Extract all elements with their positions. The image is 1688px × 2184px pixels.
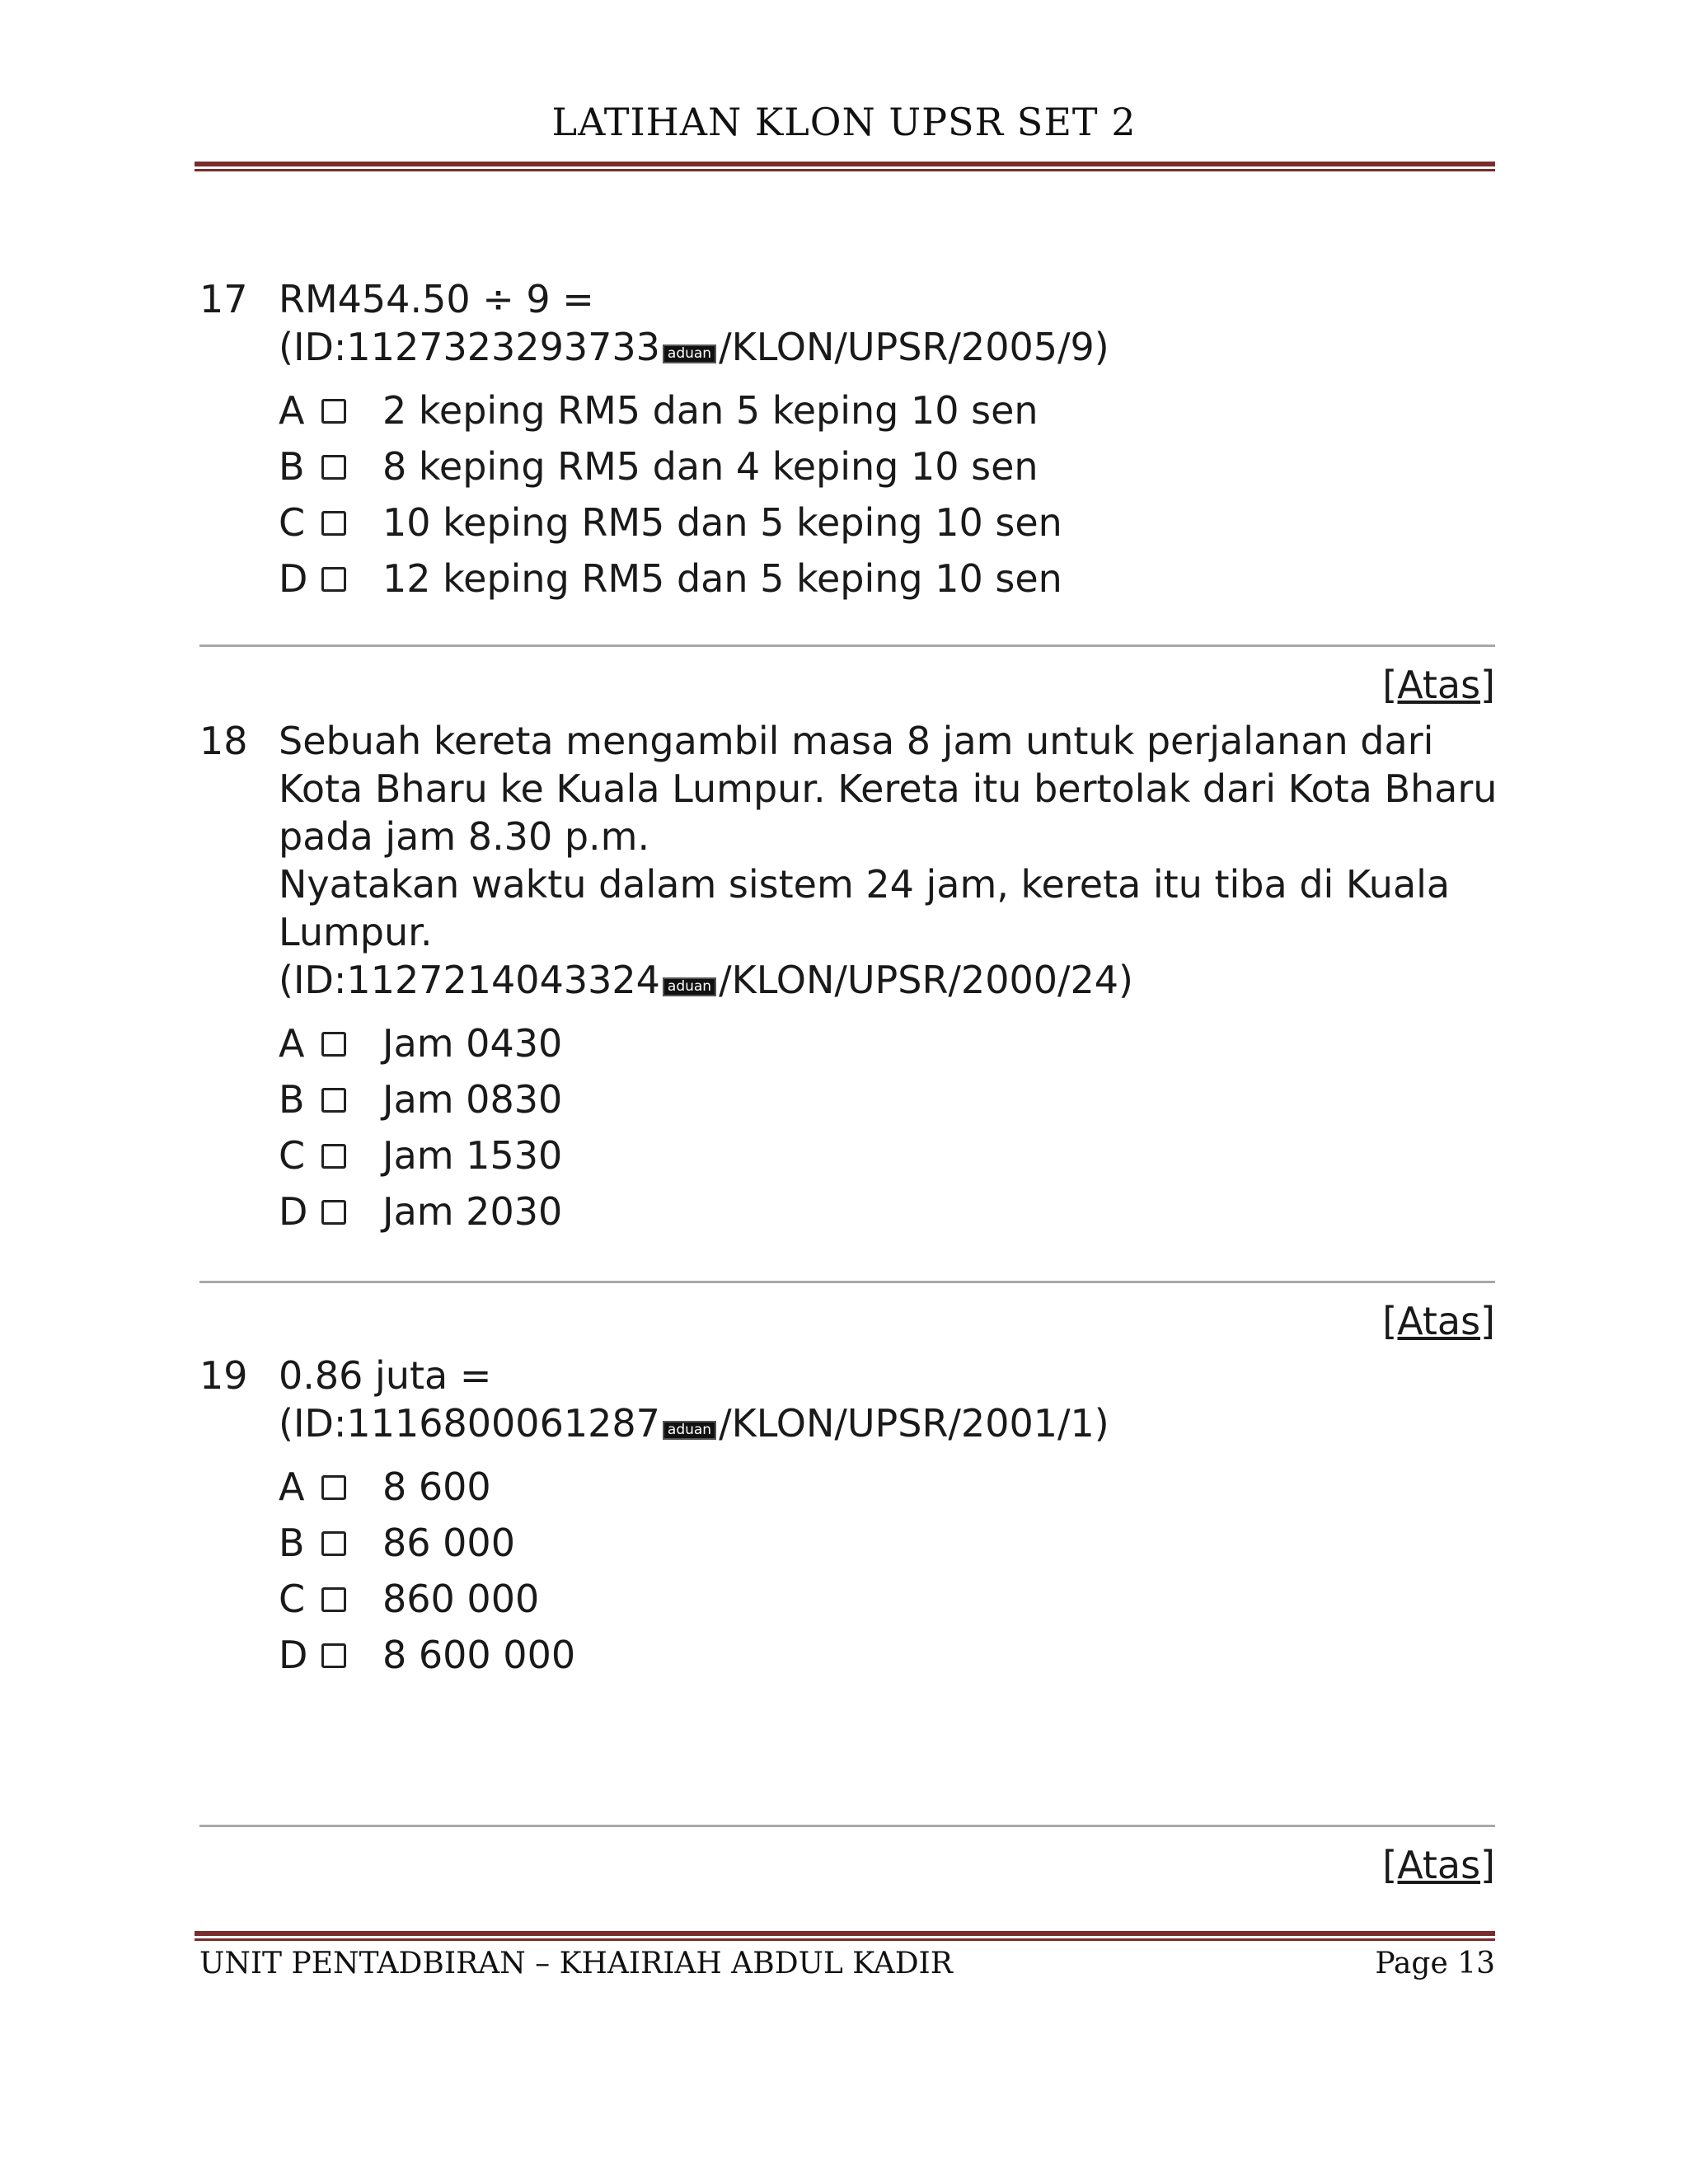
option-b <box>279 1515 1502 1571</box>
option-text: 2 keping RM5 dan 5 keping 10 sen <box>382 388 1039 433</box>
option-letter: A <box>279 1021 305 1066</box>
option-checkbox[interactable] <box>320 1142 346 1169</box>
option-text: 12 keping RM5 dan 5 keping 10 sen <box>382 556 1062 601</box>
option-text: 8 keping RM5 dan 4 keping 10 sen <box>382 444 1039 489</box>
question-id <box>279 1399 1502 1447</box>
question-id <box>279 323 1502 371</box>
option-c <box>279 1127 1502 1183</box>
option-letter: A <box>279 388 305 433</box>
question-id-suffix: /KLON/UPSR/2000/24) <box>719 958 1133 1002</box>
question-id <box>279 956 1502 1004</box>
option-text: 10 keping RM5 dan 5 keping 10 sen <box>382 500 1062 545</box>
question-id-prefix: (ID:1127323293733 <box>279 325 660 369</box>
option-text: Jam 0430 <box>382 1021 563 1066</box>
top-link[interactable]: [Atas] <box>1382 1843 1495 1887</box>
page-number: Page 13 <box>1375 1947 1495 1980</box>
question-id-suffix: /KLON/UPSR/2001/1) <box>719 1401 1109 1446</box>
question-18 <box>199 717 1502 1240</box>
option-d <box>279 1627 1502 1683</box>
option-letter: B <box>279 1077 305 1122</box>
option-checkbox[interactable] <box>320 565 346 592</box>
question-text: Sebuah kereta mengambil masa 8 jam untuk perjalanan dari Kota Bharu ke Kuala Lumpur. Kereta itu bertolak dari Kota Bharu pada jam 8.30 p.m. Nyatakan waktu dalam sistem 24 jam, kereta itu tiba di Kuala Lumpur. <box>279 719 1498 954</box>
aduan-badge[interactable]: aduan <box>663 977 716 996</box>
option-checkbox[interactable] <box>320 1086 346 1113</box>
option-letter: D <box>279 1189 308 1234</box>
options-list <box>279 1015 1502 1240</box>
option-letter: B <box>279 1521 305 1565</box>
question-id-suffix: /KLON/UPSR/2005/9) <box>719 325 1109 369</box>
top-link[interactable]: [Atas] <box>1382 663 1495 707</box>
question-text: 0.86 juta = <box>279 1353 492 1398</box>
separator <box>199 1281 1495 1283</box>
option-b <box>279 1071 1502 1127</box>
option-text: Jam 2030 <box>382 1189 563 1234</box>
option-checkbox[interactable] <box>320 509 346 536</box>
option-letter: D <box>279 1633 308 1677</box>
footer-author: UNIT PENTADBIRAN – KHAIRIAH ABDUL KADIR <box>199 1947 953 1980</box>
option-letter: C <box>279 1577 306 1621</box>
option-text: 86 000 <box>382 1521 515 1565</box>
option-d <box>279 551 1502 607</box>
aduan-badge[interactable]: aduan <box>663 1421 716 1440</box>
option-text: 860 000 <box>382 1577 540 1621</box>
option-a <box>279 382 1502 438</box>
top-link[interactable]: [Atas] <box>1382 1299 1495 1343</box>
option-letter: A <box>279 1465 305 1509</box>
option-letter: D <box>279 556 308 601</box>
separator <box>199 644 1495 647</box>
question-19 <box>199 1352 1502 1683</box>
option-letter: C <box>279 1133 306 1178</box>
option-a <box>279 1459 1502 1515</box>
option-c <box>279 494 1502 551</box>
option-letter: C <box>279 500 306 545</box>
question-17 <box>199 275 1502 607</box>
option-checkbox[interactable] <box>320 1030 346 1057</box>
option-checkbox[interactable] <box>320 1530 346 1556</box>
separator <box>199 1825 1495 1827</box>
aduan-badge[interactable]: aduan <box>663 344 716 363</box>
option-text: 8 600 <box>382 1465 491 1509</box>
question-id-prefix: (ID:1127214043324 <box>279 958 660 1002</box>
question-number: 17 <box>199 277 248 321</box>
option-checkbox[interactable] <box>320 1586 346 1612</box>
option-text: Jam 1530 <box>382 1133 563 1178</box>
option-letter: B <box>279 444 305 489</box>
option-c <box>279 1571 1502 1627</box>
option-d <box>279 1183 1502 1240</box>
footer-rule <box>195 1931 1495 1941</box>
options-list <box>279 382 1502 607</box>
option-checkbox[interactable] <box>320 1198 346 1225</box>
option-b <box>279 438 1502 494</box>
question-id-prefix: (ID:1116800061287 <box>279 1401 660 1446</box>
question-number: 18 <box>199 719 248 763</box>
option-text: Jam 0830 <box>382 1077 563 1122</box>
question-text: RM454.50 ÷ 9 = <box>279 277 594 321</box>
option-checkbox[interactable] <box>320 1642 346 1668</box>
option-checkbox[interactable] <box>320 1474 346 1500</box>
option-a <box>279 1015 1502 1071</box>
option-checkbox[interactable] <box>320 397 346 424</box>
options-list <box>279 1459 1502 1683</box>
page-header-title: LATIHAN KLON UPSR SET 2 <box>551 100 1137 144</box>
option-checkbox[interactable] <box>320 453 346 480</box>
question-number: 19 <box>199 1353 248 1398</box>
header-rule <box>195 162 1495 171</box>
option-text: 8 600 000 <box>382 1633 576 1677</box>
